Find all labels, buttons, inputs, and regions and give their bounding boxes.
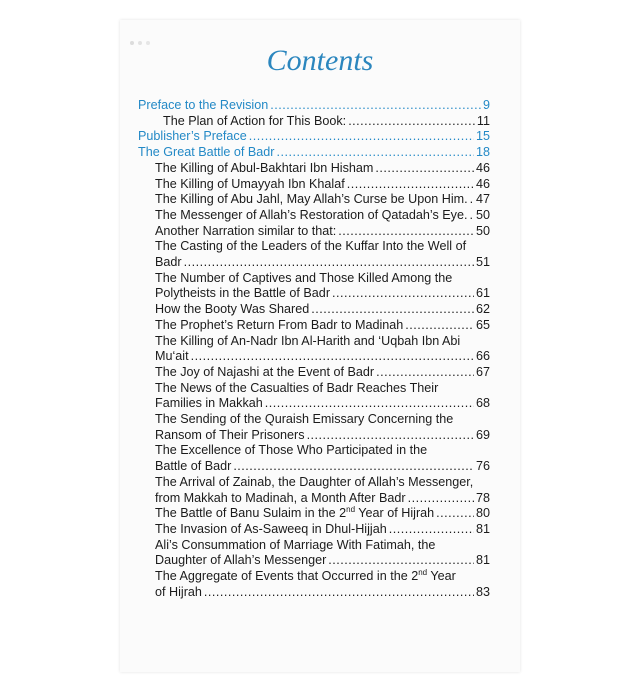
- toc-entry-line: [155, 569, 490, 585]
- toc-entry-line: [163, 114, 490, 130]
- toc-page-number: 18: [475, 145, 490, 160]
- toc-entry-line: [155, 286, 490, 302]
- toc-entry-line: [155, 396, 490, 412]
- toc-entry[interactable]: [138, 224, 490, 240]
- toc-entry-line: [155, 365, 490, 381]
- toc-entry[interactable]: [138, 475, 490, 506]
- toc-entry-title: The Killing of Abul-Bakhtari Ibn Hisham: [155, 160, 374, 175]
- table-of-contents: [138, 98, 490, 601]
- toc-entry[interactable]: [138, 302, 490, 318]
- toc-entry[interactable]: [138, 569, 490, 600]
- toc-page-number: 67: [475, 364, 490, 379]
- toc-page-number: 76: [475, 459, 490, 474]
- dot-leader: [389, 522, 474, 538]
- toc-entry-title: Mu‘ait: [155, 349, 189, 364]
- toc-entry-line: [155, 553, 490, 569]
- toc-page-number: 69: [475, 427, 490, 442]
- toc-entry-title: Battle of Badr: [155, 459, 232, 474]
- toc-entry-title: Preface to the Revision: [138, 98, 269, 112]
- toc-entry-title: The Plan of Action for This Book:: [163, 113, 347, 128]
- toc-entry[interactable]: [138, 161, 490, 177]
- toc-entry-line: [155, 412, 490, 428]
- toc-page-number: 81: [475, 553, 490, 568]
- dot-leader: [270, 98, 481, 114]
- dot-leader: [376, 365, 474, 381]
- toc-entry[interactable]: [138, 145, 490, 161]
- toc-entry-title: The Battle of Banu Sulaim in the 2nd Year of Hijrah: [155, 505, 435, 521]
- toc-entry-line: [155, 318, 490, 334]
- toc-entry[interactable]: [138, 506, 490, 522]
- toc-entry[interactable]: [138, 98, 490, 114]
- toc-entry[interactable]: [138, 412, 490, 443]
- toc-entry[interactable]: [138, 365, 490, 381]
- toc-entry-title: The Killing of Abu Jahl, May Allah’s Curse be Upon Him.: [155, 192, 468, 207]
- toc-entry-title: Publisher’s Preface: [138, 129, 247, 144]
- toc-entry[interactable]: [138, 271, 490, 302]
- toc-entry[interactable]: [138, 114, 490, 130]
- toc-entry-line: [155, 334, 490, 350]
- toc-entry-title: The Killing of An-Nadr Ibn Al-Harith and ‘Uqbah Ibn Abi: [155, 333, 461, 348]
- toc-entry-title: from Makkah to Madinah, a Month After Badr: [155, 490, 406, 505]
- toc-entry-line: [155, 239, 490, 255]
- toc-entry-line: [155, 177, 490, 193]
- toc-entry-title: Families in Makkah: [155, 396, 263, 411]
- toc-entry[interactable]: [138, 129, 490, 145]
- dot-leader: [436, 506, 474, 522]
- toc-entry-line: [155, 491, 490, 507]
- toc-entry-line: [155, 161, 490, 177]
- dot-leader: [249, 129, 474, 145]
- dot-leader: [184, 255, 474, 271]
- toc-entry-line: [138, 145, 490, 161]
- toc-entry-title: The Messenger of Allah’s Restoration of Qatadah’s Eye.: [155, 207, 468, 222]
- toc-entry-title: The Great Battle of Badr: [138, 145, 275, 160]
- toc-page-number: 66: [475, 349, 490, 364]
- toc-page-number: 15: [475, 129, 490, 144]
- toc-entry-title: Polytheists in the Battle of Badr: [155, 286, 331, 301]
- toc-entry-line: [155, 381, 490, 397]
- toc-entry-line: [155, 538, 490, 554]
- toc-entry-line: [155, 208, 490, 224]
- toc-entry-title: The Excellence of Those Who Participated in the: [155, 443, 428, 458]
- toc-entry-line: [155, 522, 490, 538]
- toc-entry-line: [138, 129, 490, 145]
- toc-entry[interactable]: [138, 208, 490, 224]
- toc-page-number: 11: [476, 113, 490, 128]
- dot-leader: [405, 318, 474, 334]
- toc-entry[interactable]: [138, 318, 490, 334]
- toc-page-number: 51: [475, 255, 490, 270]
- toc-entry[interactable]: [138, 522, 490, 538]
- toc-entry-title: The Number of Captives and Those Killed Among the: [155, 270, 453, 285]
- toc-entry-line: [155, 506, 490, 522]
- toc-entry-line: [155, 192, 490, 208]
- toc-entry-line: [155, 585, 490, 601]
- toc-page-number: 83: [475, 584, 490, 599]
- dot-leader: [307, 428, 474, 444]
- toc-entry-line: [155, 271, 490, 287]
- toc-entry-line: [155, 459, 490, 475]
- toc-entry-title: The Arrival of Zainab, the Daughter of Allah’s Messenger,: [155, 474, 474, 489]
- dot-leader: [332, 286, 474, 302]
- dot-leader: [328, 553, 474, 569]
- page-title: Contents: [266, 44, 374, 77]
- toc-entry-line: [155, 349, 490, 365]
- dot-leader: [277, 145, 474, 161]
- dot-leader: [265, 396, 474, 412]
- toc-page-number: 46: [475, 160, 490, 175]
- toc-entry-line: [155, 475, 490, 491]
- toc-page-number: 50: [475, 223, 490, 238]
- toc-entry[interactable]: [138, 177, 490, 193]
- toc-entry-title: Another Narration similar to that:: [155, 223, 337, 238]
- toc-entry-title: Ransom of Their Prisoners: [155, 427, 305, 442]
- toc-entry[interactable]: [138, 381, 490, 412]
- toc-entry-title: How the Booty Was Shared: [155, 302, 310, 317]
- toc-page-number: 81: [475, 521, 490, 536]
- toc-entry-title: Daughter of Allah’s Messenger: [155, 553, 327, 568]
- dot-leader: [338, 224, 474, 240]
- toc-entry-line: [155, 428, 490, 444]
- toc-entry-title: The Casting of the Leaders of the Kuffar Into the Well of: [155, 239, 467, 254]
- toc-entry-title: The Killing of Umayyah Ibn Khalaf: [155, 176, 345, 191]
- toc-entry-line: [155, 255, 490, 271]
- dot-leader: [408, 491, 474, 507]
- dot-leader: [470, 192, 474, 208]
- toc-entry-title: The Aggregate of Events that Occurred in the 2nd Year: [155, 567, 456, 584]
- toc-page-number: 80: [475, 506, 490, 521]
- dot-leader: [469, 208, 474, 224]
- dot-leader: [348, 114, 475, 130]
- toc-entry-line: [155, 302, 490, 318]
- dot-leader: [233, 459, 474, 475]
- toc-page-number: 68: [475, 396, 490, 411]
- toc-page-number: 62: [475, 302, 490, 317]
- toc-entry[interactable]: [138, 443, 490, 474]
- toc-entry[interactable]: [138, 538, 490, 569]
- toc-entry[interactable]: [138, 239, 490, 270]
- toc-page-number: 47: [475, 192, 490, 207]
- toc-entry-title: The Prophet’s Return From Badr to Madinah: [155, 317, 404, 332]
- toc-entry[interactable]: [138, 334, 490, 365]
- dot-leader: [191, 349, 474, 365]
- toc-entry-title: Badr: [155, 255, 182, 270]
- toc-page-number: 46: [475, 176, 490, 191]
- toc-page-number: 65: [475, 317, 490, 332]
- toc-entry-line: [155, 224, 490, 240]
- toc-entry-title: The Invasion of As-Saweeq in Dhul-Hijjah: [155, 521, 387, 536]
- dot-leader: [347, 177, 474, 193]
- toc-entry-title: The Sending of the Quraish Emissary Concerning the: [155, 412, 454, 427]
- dot-leader: [311, 302, 474, 318]
- toc-entry[interactable]: [138, 192, 490, 208]
- toc-entry-title: The Joy of Najashi at the Event of Badr: [155, 364, 375, 379]
- toc-page-number: 9: [482, 98, 490, 112]
- toc-page-number: 78: [475, 490, 490, 505]
- dot-leader: [375, 161, 474, 177]
- toc-page-number: 61: [475, 286, 490, 301]
- toc-entry-line: [138, 98, 490, 114]
- toc-entry-title: Ali’s Consummation of Marriage With Fatimah, the: [155, 537, 436, 552]
- toc-entry-title: The News of the Casualties of Badr Reaches Their: [155, 380, 439, 395]
- toc-page-number: 50: [475, 207, 490, 222]
- book-page: [120, 20, 520, 672]
- toc-entry-title: of Hijrah: [155, 584, 202, 599]
- dot-leader: [204, 585, 474, 601]
- toc-entry-line: [155, 443, 490, 459]
